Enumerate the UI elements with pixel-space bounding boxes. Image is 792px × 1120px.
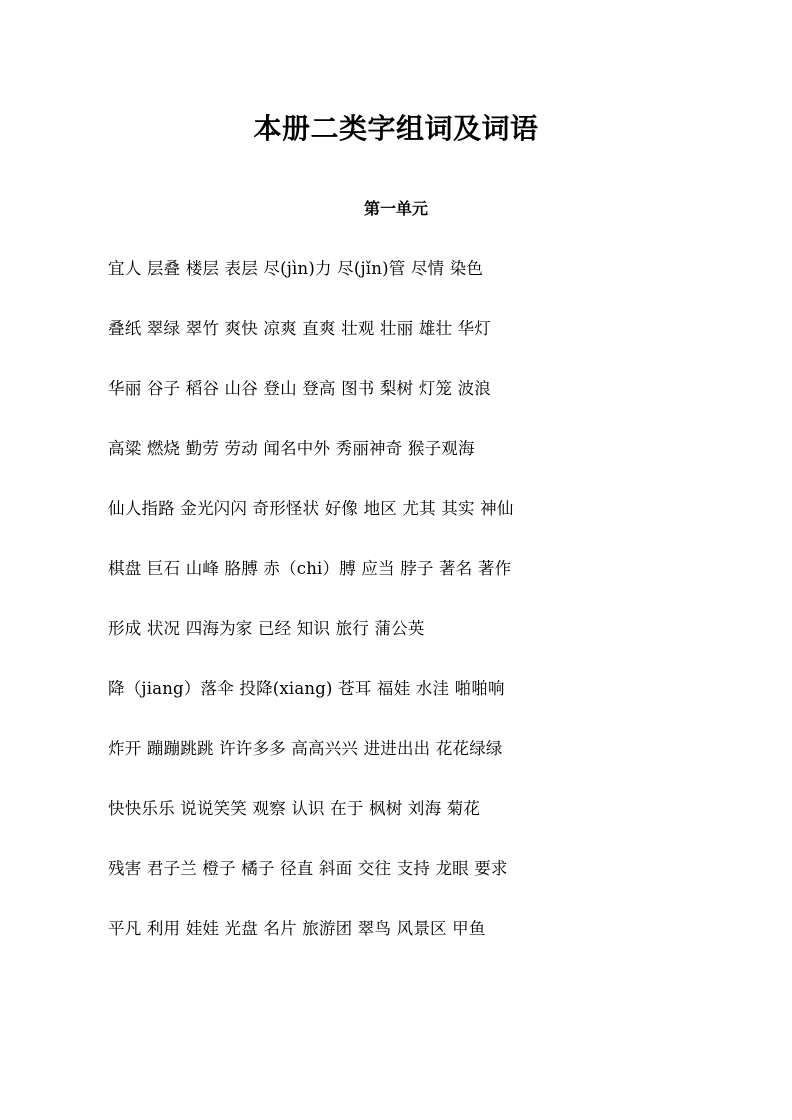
word-line: 快快乐乐 说说笑笑 观察 认识 在于 枫树 刘海 菊花 — [108, 799, 481, 818]
word-line: 宜人 层叠 楼层 表层 尽(jìn)力 尽(jǐn)管 尽情 染色 — [108, 259, 484, 278]
word-line: 仙人指路 金光闪闪 奇形怪状 好像 地区 尤其 其实 神仙 — [108, 499, 514, 518]
page-title: 本册二类字组词及词语 — [253, 111, 539, 145]
word-line: 降（jiang）落伞 投降(xiang) 苍耳 福娃 水洼 啪啪响 — [108, 679, 505, 698]
word-line: 华丽 谷子 稻谷 山谷 登山 登高 图书 梨树 灯笼 波浪 — [108, 379, 492, 398]
word-list — [108, 239, 688, 959]
word-line: 形成 状况 四海为家 已经 知识 旅行 蒲公英 — [108, 619, 425, 638]
word-line: 平凡 利用 娃娃 光盘 名片 旅游团 翠鸟 风景区 甲鱼 — [108, 919, 486, 938]
word-line: 棋盘 巨石 山峰 胳膊 赤（chi）膊 应当 脖子 著名 著作 — [108, 559, 512, 578]
word-line: 叠纸 翠绿 翠竹 爽快 凉爽 直爽 壮观 壮丽 雄壮 华灯 — [108, 319, 492, 338]
word-line: 炸开 蹦蹦跳跳 许许多多 高高兴兴 进进出出 花花绿绿 — [108, 739, 503, 758]
word-line: 高粱 燃烧 勤劳 劳动 闻名中外 秀丽神奇 猴子观海 — [108, 439, 475, 458]
word-line: 残害 君子兰 橙子 橘子 径直 斜面 交往 支持 龙眼 要求 — [108, 859, 508, 878]
unit-heading: 第一单元 — [363, 199, 428, 219]
